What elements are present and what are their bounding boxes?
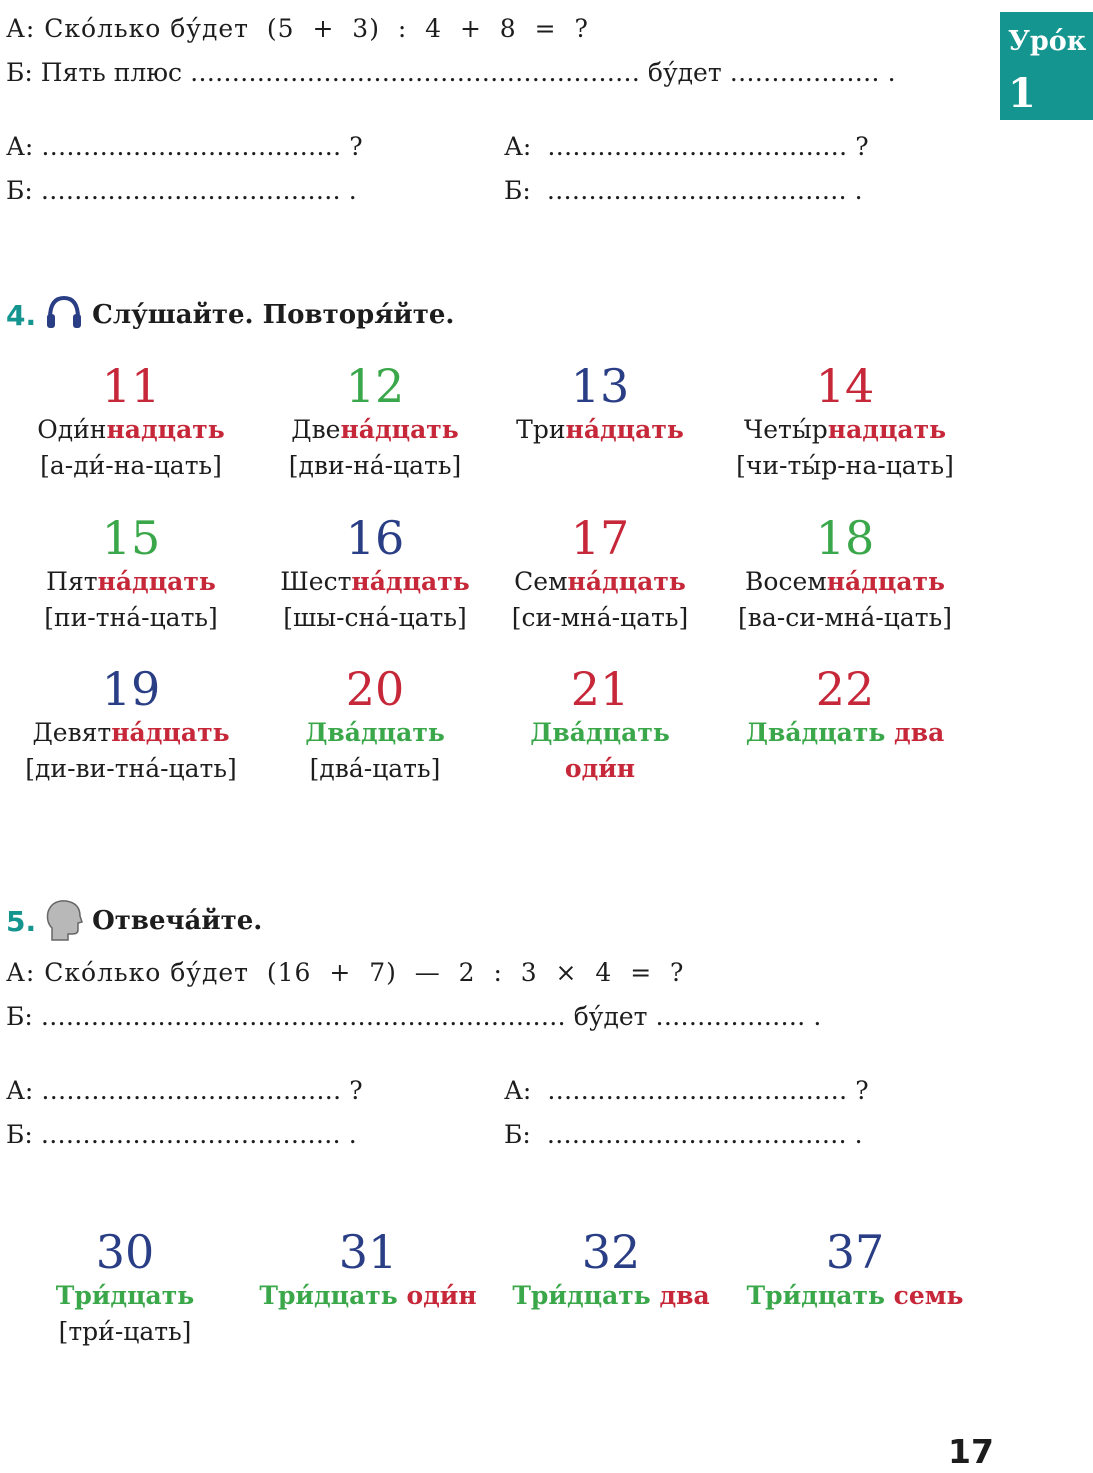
number-word [250,564,500,600]
number-word [720,715,970,751]
task-number: 4. [6,298,37,332]
question-line-a: А: Ско́лько бу́дет (5 + 3) : 4 + 8 = ? [6,14,589,43]
word-ending: два [650,1281,710,1310]
number-card [250,512,500,636]
number-card [486,1226,736,1314]
number-word [6,564,256,600]
word-stem: Три́дцать [746,1281,885,1310]
number-word [730,1278,980,1314]
number-card [475,663,725,787]
task-number: 5. [6,904,37,938]
word-ending: оди́н [397,1281,477,1310]
number-word [6,412,256,448]
answer-line-b: Б: ……………………………………………………… бу́дет ……………… . [6,1002,822,1031]
numeral: 16 [345,511,405,565]
word-stem: Два́дцать [305,718,445,747]
number-card [730,1226,980,1314]
pronunciation: [ва-си-мна́-цать] [738,603,952,632]
number-card [6,512,256,636]
numeral: 37 [825,1225,885,1279]
word-ending: на́дцать [565,415,684,444]
word-stem: Два́дцать [745,718,886,747]
numeral: 19 [101,662,161,716]
answer-line-b: Б: Пять плюс ……………………………………………… бу́дет ……………… . [6,58,896,87]
right-answer-b: Б: ……………………………… . [504,1120,863,1149]
page-number: 17 [948,1432,994,1471]
numeral: 20 [345,662,405,716]
number-card [243,1226,493,1314]
number-card [250,360,500,484]
right-answer-b: Б: ……………………………… . [504,176,863,205]
numeral: 31 [338,1225,398,1279]
right-question-a: А: ……………………………… ? [504,1076,869,1105]
numeral: 17 [570,511,630,565]
word-stem: Девят [32,718,112,747]
number-word [250,412,500,448]
numeral: 21 [570,662,630,716]
word-ending: надцать [827,415,947,444]
number-card [720,512,970,636]
number-card [720,663,970,751]
left-answer-b: Б: ……………………………… . [6,1120,357,1149]
pronunciation: [шы-сна́-цать] [283,603,467,632]
word-stem: Две [291,415,341,444]
numeral: 13 [570,359,630,413]
word-ending: на́дцать [111,718,230,747]
number-word [6,715,256,751]
pronunciation: [два́-цать] [309,754,441,783]
numeral: 18 [815,511,875,565]
number-card [475,512,725,636]
number-word [250,715,500,751]
number-word [720,412,970,448]
number-card [0,1226,250,1350]
pronunciation: [а-ди́-на-цать] [40,451,222,480]
left-question-a: А: ……………………………… ? [6,132,363,161]
number-card [250,663,500,787]
right-question-a: А: ……………………………… ? [504,132,869,161]
number-card [6,663,256,787]
number-word [475,564,725,600]
numeral: 15 [101,511,161,565]
word-ending: два [885,718,945,747]
number-word [720,564,970,600]
number-card [475,360,725,448]
word-ending: на́дцать [340,415,459,444]
numeral: 22 [815,662,875,716]
number-word [486,1278,736,1314]
word-stem: Четы́р [743,415,828,444]
numeral: 12 [345,359,405,413]
numeral: 32 [581,1225,641,1279]
number-word [0,1278,250,1314]
task-title: Слу́шайте. Повторя́йте. [92,300,455,330]
word-ending: семь [884,1281,964,1310]
left-question-a: А: ……………………………… ? [6,1076,363,1105]
pronunciation: [пи-тна́-цать] [44,603,218,632]
pronunciation: [три́-цать] [58,1317,192,1346]
numeral: 30 [95,1225,155,1279]
number-card [720,360,970,484]
word-ending: на́дцать [351,567,470,596]
number-word [243,1278,493,1314]
number-card [6,360,256,484]
word-stem: Восем [745,567,827,596]
task-title: Отвеча́йте. [92,906,263,936]
word-stem: Пят [46,567,98,596]
task-4-heading [6,292,454,338]
word-stem: Два́дцать [530,718,670,747]
pronunciation: [дви-на́-цать] [288,451,462,480]
headphones-icon [44,292,84,338]
word-stem: Сем [514,567,568,596]
word-ending: на́дцать [567,567,686,596]
lesson-label: Уро́к [1008,26,1087,57]
numeral: 11 [101,359,161,413]
word-ending: на́дцать [826,567,945,596]
word-stem: Шест [280,567,352,596]
pronunciation: [ди-ви-тна́-цать] [25,754,237,783]
word-ending: на́дцать [97,567,216,596]
question-line-a: А: Ско́лько бу́дет (16 + 7) — 2 : 3 × 4 = ? [6,958,685,987]
number-word [475,412,725,448]
task-5-heading [6,898,262,944]
word-stem: Три́дцать [512,1281,651,1310]
pronunciation: [чи-ты́р-на-цать] [736,451,954,480]
number-word [475,715,725,751]
word-ending: надцать [106,415,225,444]
word-stem: Три́дцать [259,1281,398,1310]
numeral: 14 [815,359,875,413]
lesson-number: 1 [1008,70,1036,117]
word-stem: Оди́н [37,415,107,444]
word-stem: Три [516,415,566,444]
pronunciation: [си-мна́-цать] [511,603,689,632]
lesson-tab [1000,12,1093,120]
speaking-head-icon [44,898,84,944]
left-answer-b: Б: ……………………………… . [6,176,357,205]
number-word-second: оди́н [564,754,636,783]
word-stem: Три́дцать [55,1281,195,1310]
